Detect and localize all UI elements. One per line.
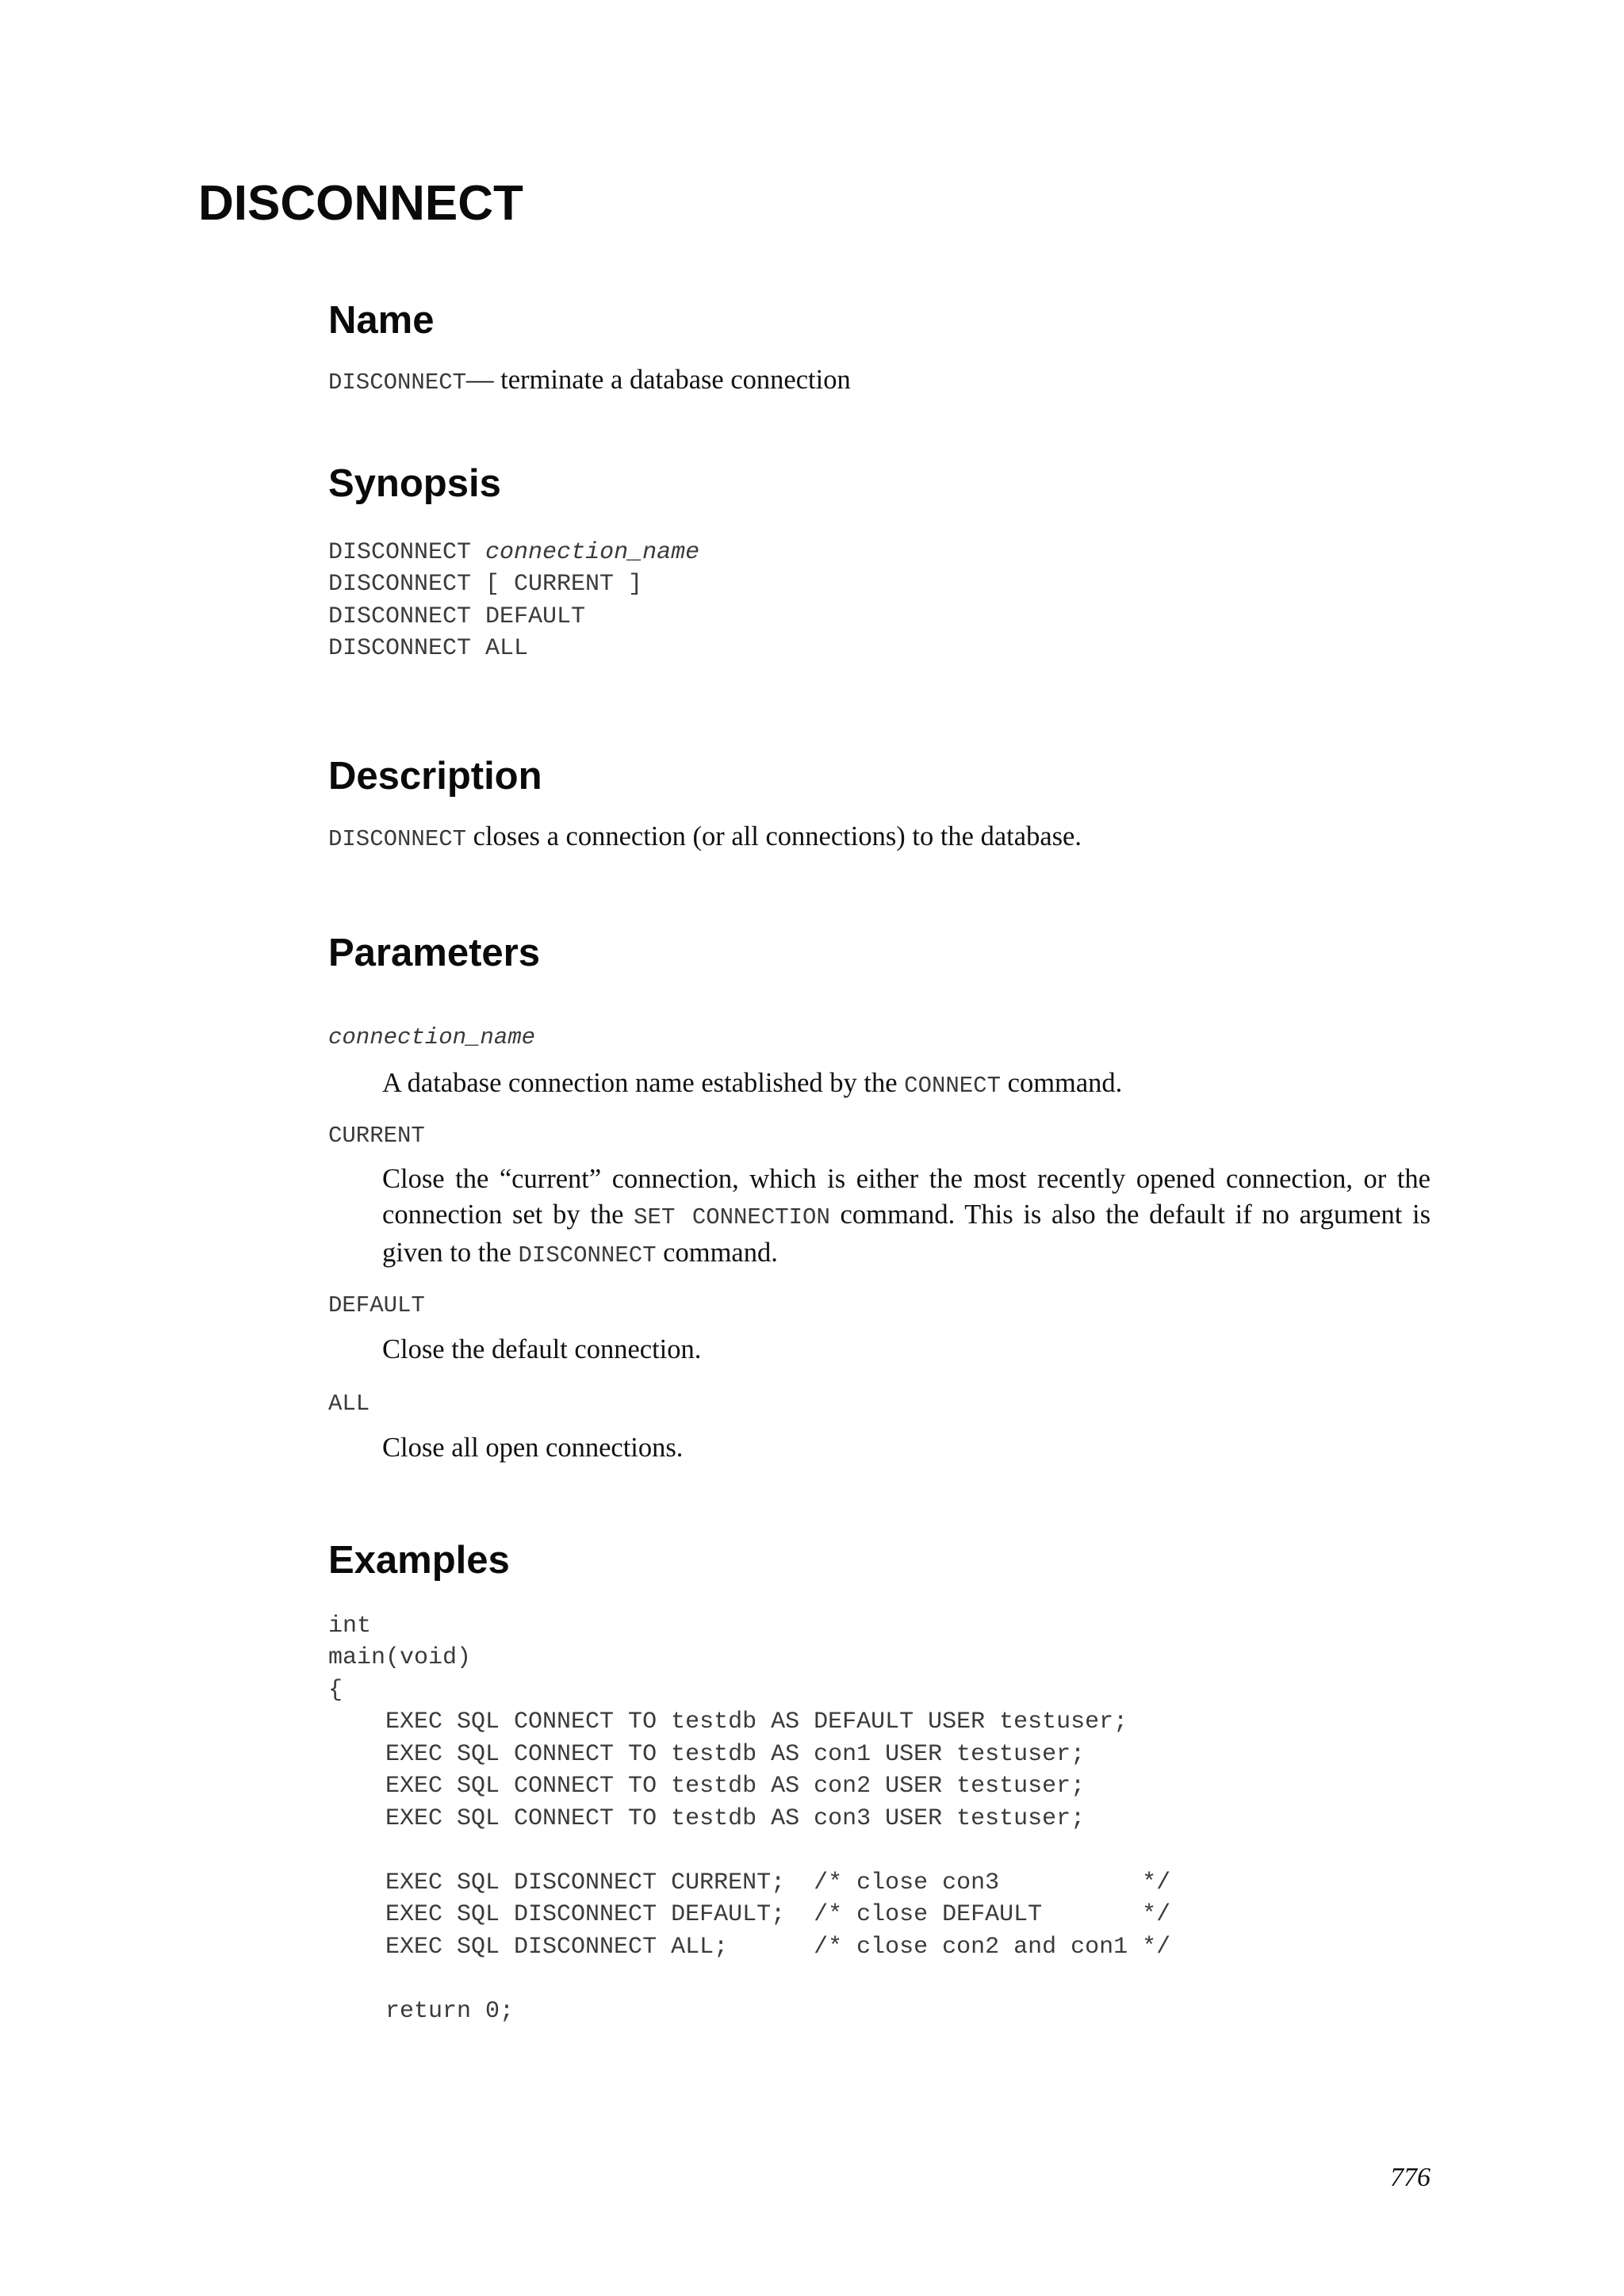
synopsis-line: DISCONNECT ALL [328,635,529,662]
synopsis-heading: Synopsis [328,462,501,505]
parameter-term: CURRENT [328,1123,425,1149]
definition-code: SET CONNECTION [634,1204,830,1230]
code-line: EXEC SQL DISCONNECT ALL; /* close con2 and con1 */ [328,1934,1171,1961]
examples-heading: Examples [328,1539,510,1582]
page-title: DISCONNECT [198,176,523,231]
definition-text: Close the “current” connection, which is either the most recently opened connection, or the connection set by the [382,1164,1431,1230]
page-number: 776 [1390,2163,1431,2192]
parameters-heading: Parameters [328,932,540,974]
synopsis-argument: connection_name [485,539,700,566]
parameter-definition [382,1066,1431,1104]
definition-text: A database connection name established by the [382,1068,905,1098]
code-line: EXEC SQL DISCONNECT DEFAULT; /* close DEFAULT */ [328,1901,1171,1928]
code-line: EXEC SQL CONNECT TO testdb AS DEFAULT USER testuser; [328,1709,1128,1735]
parameter-definition [382,1161,1431,1273]
code-line: EXEC SQL CONNECT TO testdb AS con1 USER testuser; [328,1741,1086,1768]
synopsis-line: DISCONNECT DEFAULT [328,603,586,630]
code-line: EXEC SQL CONNECT TO testdb AS con2 USER testuser; [328,1773,1086,1800]
code-line: main(void) [328,1644,472,1671]
definition-code: CONNECT [904,1073,1001,1099]
description-text [328,823,1082,851]
definition-text: command. [1001,1068,1123,1098]
parameter-term: DEFAULT [328,1292,425,1318]
parameter-definition: Close all open connections. [382,1433,684,1463]
name-command: DISCONNECT [328,369,467,396]
synopsis-line: DISCONNECT [ CURRENT ] [328,571,643,598]
parameter-definition: Close the default connection. [382,1334,702,1364]
code-line: return 0; [328,1998,515,2025]
synopsis-line [328,541,699,564]
name-line [328,366,851,394]
description-command: DISCONNECT [328,826,467,852]
parameter-term: ALL [328,1391,370,1417]
synopsis-command: DISCONNECT [328,539,486,566]
name-summary: — terminate a database connection [466,365,851,395]
definition-code: DISCONNECT [518,1242,657,1269]
name-heading: Name [328,299,435,342]
definition-text: command. [656,1238,778,1268]
description-body: closes a connection (or all connections) to the database. [466,821,1082,851]
description-heading: Description [328,755,542,798]
code-line: EXEC SQL CONNECT TO testdb AS con3 USER testuser; [328,1805,1086,1832]
code-line: int [328,1613,372,1640]
parameter-term: connection_name [328,1024,536,1050]
code-line: { [328,1677,343,1704]
code-line: EXEC SQL DISCONNECT CURRENT; /* close con3 */ [328,1869,1171,1896]
definition-text: command. This is also the default if no argument is given to the [382,1200,1431,1268]
